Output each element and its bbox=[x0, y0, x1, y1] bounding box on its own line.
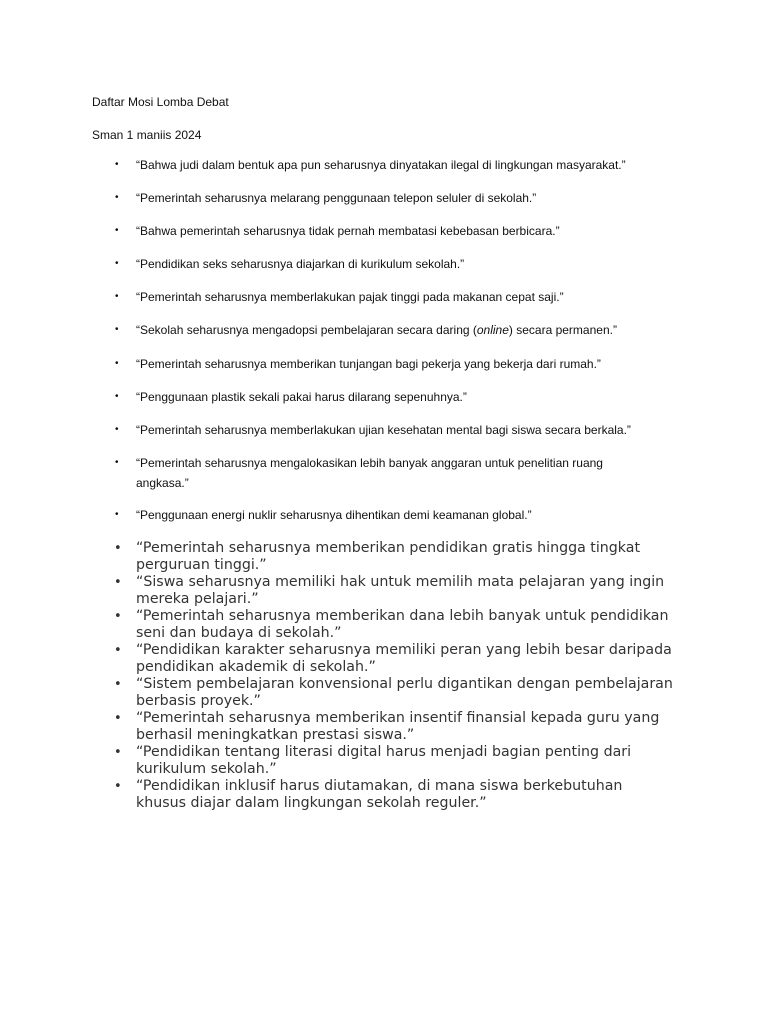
bullet-icon: • bbox=[114, 711, 122, 726]
list-item bbox=[92, 505, 692, 525]
motion-text: “Pendidikan karakter seharusnya memiliki peran yang lebih besar daripada pendidikan akademik di sekolah.” bbox=[136, 642, 672, 675]
motion-text: “Bahwa pemerintah seharusnya tidak pernah membatasi kebebasan berbicara.” bbox=[136, 224, 560, 239]
motion-text: “Pemerintah seharusnya memberikan insentif finansial kepada guru yang berhasil meningkatkan prestasi siswa.” bbox=[136, 710, 660, 743]
bullet-icon: • bbox=[115, 291, 119, 303]
motion-text: “Pemerintah seharusnya memberikan tunjangan bagi pekerja yang bekerja dari rumah.” bbox=[136, 356, 601, 371]
list-item bbox=[92, 540, 676, 574]
list-item bbox=[92, 453, 616, 493]
bullet-icon: • bbox=[114, 541, 122, 556]
bullet-icon: • bbox=[114, 677, 122, 692]
bullet-icon: • bbox=[114, 609, 122, 624]
list-item bbox=[92, 320, 692, 340]
document-subtitle: Sman 1 maniis 2024 bbox=[92, 128, 202, 142]
list-item bbox=[92, 574, 676, 608]
bullet-icon: • bbox=[114, 779, 122, 794]
bullet-icon: • bbox=[114, 575, 122, 590]
bullet-icon: • bbox=[115, 324, 119, 336]
motion-text: “Bahwa judi dalam bentuk apa pun seharusnya dinyatakan ilegal di lingkungan masyarakat.” bbox=[136, 158, 626, 172]
bullet-icon: • bbox=[115, 159, 119, 170]
motion-text: “Pemerintah seharusnya mengalokasikan lebih banyak anggaran untuk penelitian ruang angkasa.” bbox=[136, 455, 603, 490]
bullet-icon: • bbox=[115, 423, 119, 435]
motion-text: “Pendidikan tentang literasi digital harus menjadi bagian penting dari kurikulum sekolah.” bbox=[136, 744, 632, 777]
bullet-icon: • bbox=[115, 357, 119, 369]
motion-text: “Sekolah seharusnya mengadopsi pembelajaran secara daring (online) secara permanen.” bbox=[136, 323, 617, 338]
bullet-icon: • bbox=[114, 643, 122, 658]
list-item bbox=[92, 778, 676, 812]
list-item bbox=[92, 710, 676, 744]
motion-text: “Pemerintah seharusnya melarang penggunaan telepon seluler di sekolah.” bbox=[136, 191, 537, 206]
list-item bbox=[92, 188, 692, 208]
motion-list-part2 bbox=[92, 540, 692, 812]
motion-text: “Pemerintah seharusnya memberlakukan ujian kesehatan mental bagi siswa secara berkala.” bbox=[136, 422, 631, 437]
bullet-icon: • bbox=[115, 390, 119, 402]
motion-text: “Pendidikan inklusif harus diutamakan, di mana siswa berkebutuhan khusus diajar dalam lingkungan sekolah reguler.” bbox=[136, 778, 623, 811]
bullet-icon: • bbox=[114, 745, 122, 760]
motion-list-part1 bbox=[92, 155, 692, 538]
motion-text: “Penggunaan energi nuklir seharusnya dihentikan demi keamanan global.” bbox=[136, 507, 532, 522]
list-item bbox=[92, 387, 692, 407]
motion-text: “Siswa seharusnya memiliki hak untuk memilih mata pelajaran yang ingin mereka pelajari.” bbox=[136, 574, 665, 607]
document-title: Daftar Mosi Lomba Debat bbox=[92, 95, 229, 109]
bullet-icon: • bbox=[115, 225, 119, 237]
motion-text: “Pemerintah seharusnya memberikan pendidikan gratis hingga tingkat perguruan tinggi.” bbox=[136, 540, 641, 573]
list-item bbox=[92, 221, 692, 241]
list-item bbox=[92, 744, 676, 778]
motion-text: “Pemerintah seharusnya memberikan dana lebih banyak untuk pendidikan seni dan budaya di sekolah.” bbox=[136, 608, 669, 641]
list-item bbox=[92, 642, 676, 676]
bullet-icon: • bbox=[115, 258, 119, 270]
list-item bbox=[92, 287, 692, 307]
motion-text: “Pemerintah seharusnya memberlakukan pajak tinggi pada makanan cepat saji.” bbox=[136, 290, 564, 305]
list-item bbox=[92, 155, 692, 175]
motion-text: “Penggunaan plastik sekali pakai harus dilarang sepenuhnya.” bbox=[136, 389, 467, 404]
bullet-icon: • bbox=[115, 508, 119, 520]
list-item bbox=[92, 420, 692, 440]
motion-text: “Sistem pembelajaran konvensional perlu digantikan dengan pembelajaran berbasis proyek.” bbox=[136, 676, 673, 709]
list-item bbox=[92, 608, 676, 642]
motion-text: “Pendidikan seks seharusnya diajarkan di kurikulum sekolah.” bbox=[136, 257, 465, 272]
list-item bbox=[92, 254, 692, 274]
list-item bbox=[92, 354, 692, 374]
bullet-icon: • bbox=[115, 456, 119, 468]
bullet-icon: • bbox=[115, 192, 119, 204]
list-item bbox=[92, 676, 676, 710]
